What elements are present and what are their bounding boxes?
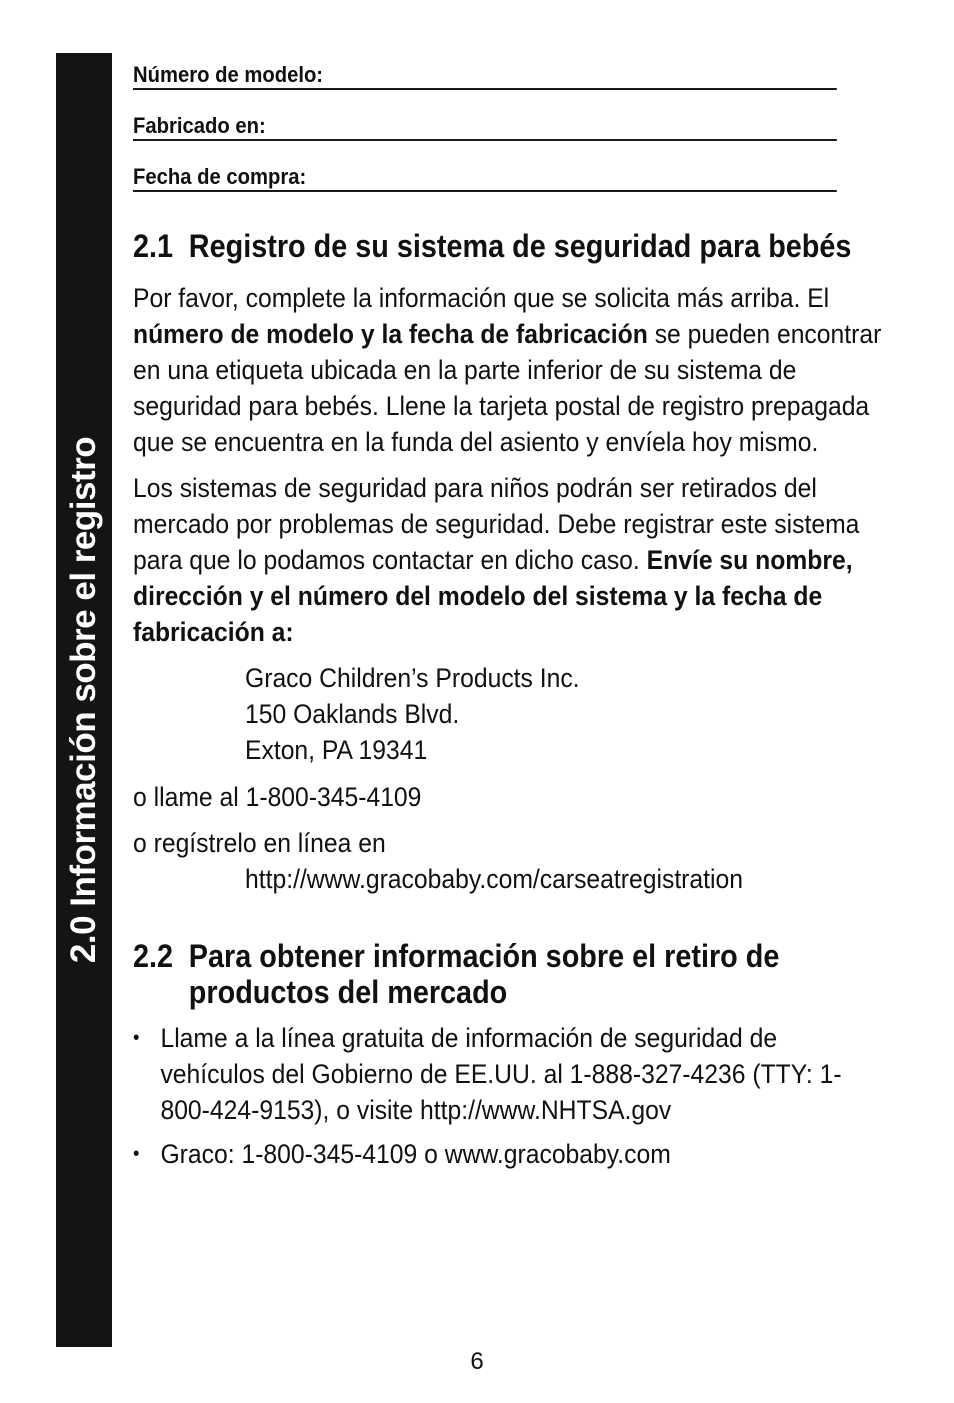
model-number-field <box>133 62 837 90</box>
manufactured-in-label: Fabricado en: <box>133 113 266 138</box>
section-2-2-number: 2.2 <box>133 938 174 974</box>
para2-bold: Envíe su nombre, dirección y el número del modelo del sistema y la fecha de fabricación a: <box>133 545 853 647</box>
registration-url: http://www.gracobaby.com/carseatregistration <box>245 864 743 894</box>
list-item <box>133 1020 865 1128</box>
section-2-2-title-line-1: Para obtener información sobre el retiro de <box>188 938 780 974</box>
address-line-2: 150 Oaklands Blvd. <box>245 699 460 729</box>
section-2-1-number: 2.1 <box>133 228 174 264</box>
section-2-1-heading <box>133 228 898 264</box>
list-item <box>133 1136 865 1172</box>
address-line-1: Graco Children’s Products Inc. <box>245 663 580 693</box>
page-number: 6 <box>470 1348 484 1375</box>
side-tab-label: 2.0 Información sobre el registro <box>64 436 103 964</box>
call-text: o llame al 1-800-345-4109 <box>133 782 422 812</box>
address-line-3: Exton, PA 19341 <box>245 735 428 765</box>
online-text: o regístrelo en línea en <box>133 828 386 858</box>
model-number-label: Número de modelo: <box>133 62 324 87</box>
bullet-text: Llame a la línea gratuita de información de seguridad de vehículos del Gobierno de EE.UU. al 1-888-327-4236 (TTY: 1-800-424-9153), o visite http://www.NHTSA.gov <box>160 1023 842 1125</box>
section-2-1-paragraph-2 <box>133 470 892 650</box>
section-2-2-title-line-2: productos del mercado <box>188 974 508 1010</box>
purchase-date-label: Fecha de compra: <box>133 164 307 189</box>
manufactured-in-field <box>133 113 837 141</box>
bullet-symbol: • <box>133 1027 140 1049</box>
para1-bold: número de modelo y la fecha de fabricación <box>133 319 648 349</box>
section-2-2-heading <box>133 938 898 1010</box>
section-2-1-paragraph-1 <box>133 280 892 460</box>
para2-text-a: Los sistemas de seguridad para niños podrán ser retirados del mercado por problemas de seguridad. Debe registrar este sistema para que lo podamos contactar en dicho caso. <box>133 473 860 575</box>
bullet-text: Graco: 1-800-345-4109 o www.gracobaby.com <box>160 1139 671 1169</box>
purchase-date-field <box>133 164 837 192</box>
bullet-symbol: • <box>133 1143 140 1165</box>
para1-text-a: Por favor, complete la información que se solicita más arriba. El <box>133 283 830 313</box>
section-2-1-title: Registro de su sistema de seguridad para bebés <box>188 228 852 264</box>
para1-text-b: se pueden encontrar en una etiqueta ubicada en la parte inferior de su sistema de seguridad para bebés. Llene la tarjeta postal de registro prepagada que se encuentra en la funda del asiento y envíela hoy mismo. <box>133 319 882 457</box>
